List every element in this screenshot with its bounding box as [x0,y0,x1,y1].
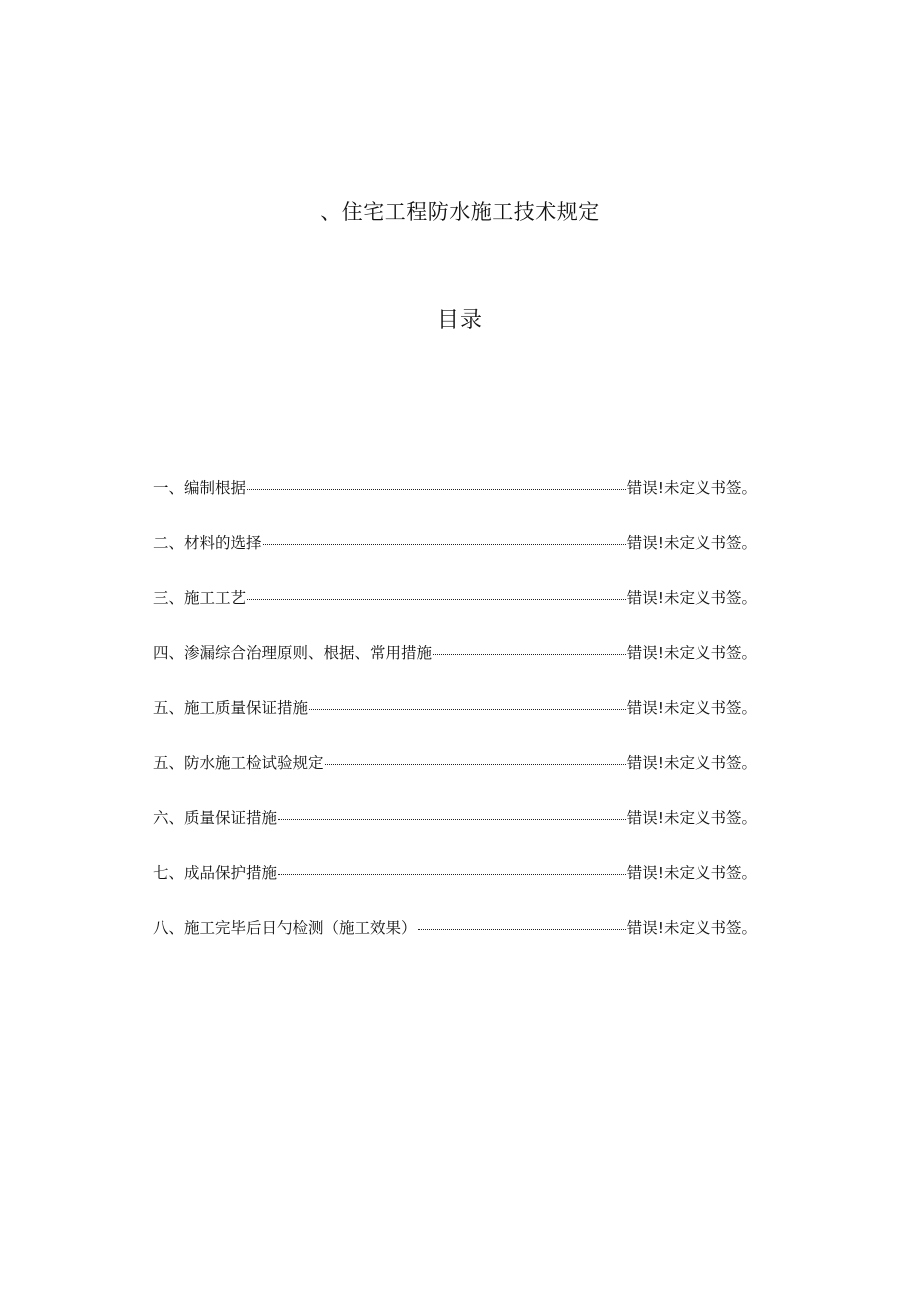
toc-dot-leader [418,928,626,930]
toc-entry[interactable] [153,856,757,911]
toc-dot-leader [263,543,626,545]
toc-entry[interactable] [153,526,757,581]
toc-dot-leader [278,818,626,820]
toc-entry[interactable] [153,691,757,746]
toc-entry-page-ref: 错误!未定义书签。 [626,589,757,607]
toc-entry-page-ref: 错误!未定义书签。 [626,479,757,497]
toc-entry-page-ref: 错误!未定义书签。 [626,754,757,772]
toc-heading: 目录 [436,308,483,333]
toc-entry-page-ref: 错误!未定义书签。 [626,699,757,717]
toc-entry-label: 六、质量保证措施 [153,809,278,827]
table-of-contents [153,471,757,966]
toc-dot-leader [247,488,626,490]
toc-entry-page-ref: 错误!未定义书签。 [626,919,757,937]
toc-dot-leader [325,763,626,765]
toc-entry-label: 二、材料的选择 [153,534,262,552]
toc-entry-page-ref: 错误!未定义书签。 [626,809,757,827]
toc-entry[interactable] [153,471,757,526]
toc-dot-leader [278,873,626,875]
document-title: 、住宅工程防水施工技术规定 [320,200,600,224]
toc-entry[interactable] [153,636,757,691]
toc-entry-label: 四、渗漏综合治理原则、根据、常用措施 [153,644,433,662]
toc-entry-label: 五、防水施工检试验规定 [153,754,324,772]
toc-dot-leader [309,708,626,710]
toc-dot-leader [433,653,626,655]
toc-entry-label: 三、施工工艺 [153,589,247,607]
toc-entry-label: 七、成品保护措施 [153,864,278,882]
toc-entry[interactable] [153,911,757,966]
toc-entry-page-ref: 错误!未定义书签。 [626,644,757,662]
toc-entry-label: 五、施工质量保证措施 [153,699,309,717]
toc-entry-page-ref: 错误!未定义书签。 [626,864,757,882]
toc-entry[interactable] [153,801,757,856]
toc-dot-leader [247,598,626,600]
toc-entry-label: 八、施工完毕后日勺检测（施工效果） [153,919,417,937]
toc-entry-label: 一、编制根据 [153,479,247,497]
toc-entry-page-ref: 错误!未定义书签。 [626,534,757,552]
toc-entry[interactable] [153,746,757,801]
toc-entry[interactable] [153,581,757,636]
